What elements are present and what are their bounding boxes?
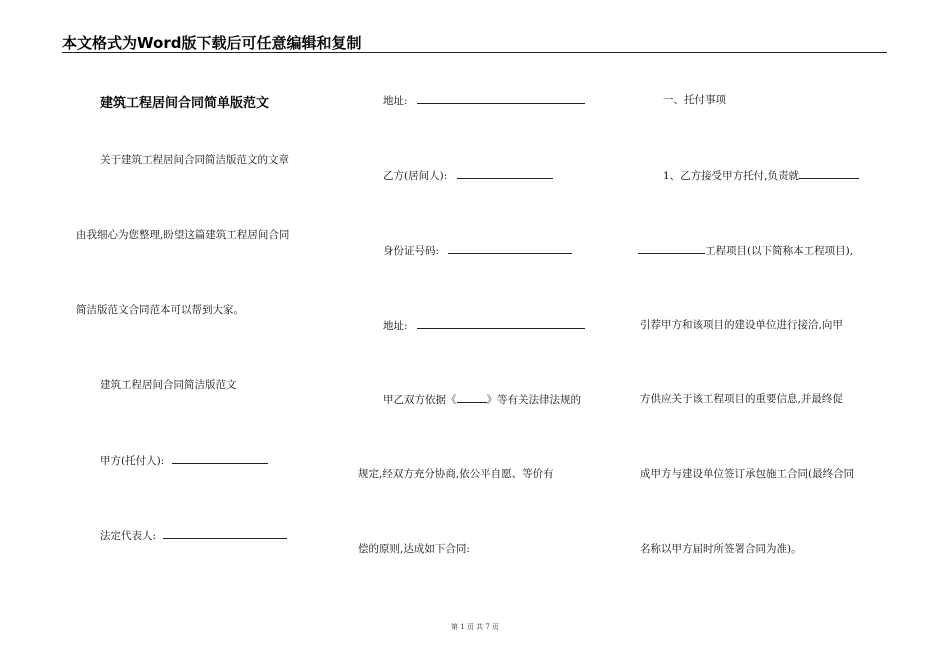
party-a-label: 甲方(托付人): [100, 455, 165, 467]
id-number-label: 身份证号码: [383, 245, 440, 257]
address-row-2 [383, 318, 585, 333]
address-label-2: 地址: [383, 320, 408, 332]
item-1-line-2-text: 工程项目(以下简称本工程项目), [705, 245, 854, 257]
legal-basis-line-3: 偿的原则,达成如下合同: [358, 543, 470, 555]
legal-rep-blank [163, 528, 287, 539]
legal-basis-prefix: 甲乙双方依据《 [383, 394, 457, 406]
section-heading-1: 一、托付事项 [663, 94, 726, 106]
item-1-line-6: 名称以甲方届时所签署合同为准)。 [640, 543, 802, 555]
party-a-blank [172, 453, 268, 464]
id-number-row [383, 243, 572, 258]
item-1-line-5: 成甲方与建设单位签订承包施工合同(最终合同 [640, 468, 855, 480]
legal-basis-line-1 [383, 392, 581, 407]
intro-line-1: 关于建筑工程居间合同简洁版范文的文章 [100, 154, 289, 166]
project-name-blank-1 [799, 168, 859, 179]
intro-line-2: 由我细心为您整理,盼望这篇建筑工程居间合同 [76, 229, 290, 241]
address-blank-1 [417, 93, 585, 104]
party-b-label: 乙方(居间人): [383, 170, 448, 182]
party-a-row [100, 453, 268, 468]
legal-rep-row [100, 528, 287, 543]
item-1-line-3: 引荐甲方和该项目的建设单位进行接洽,向甲 [640, 319, 843, 331]
address-label-1: 地址: [383, 95, 408, 107]
legal-basis-line-2: 规定,经双方充分协商,依公平自愿、等价有 [358, 468, 554, 480]
intro-line-3: 简洁版范文合同范本可以帮到大家。 [76, 304, 244, 316]
item-1-line-4: 方供应关于该工程项目的重要信息,并最终促 [640, 393, 843, 405]
party-b-row [383, 168, 553, 183]
id-number-blank [448, 243, 572, 254]
item-1-prefix: 1、乙方接受甲方托付,负责就 [663, 170, 800, 182]
page-header-title: 本文格式为Word版下载后可任意编辑和复制 [62, 34, 362, 52]
party-b-blank [457, 168, 553, 179]
legal-rep-label: 法定代表人: [100, 530, 157, 542]
law-name-blank [457, 392, 487, 403]
legal-basis-suffix: 》等有关法律法规的 [486, 394, 581, 406]
item-1-line-2 [638, 243, 853, 258]
project-name-blank-2 [638, 243, 705, 254]
document-title: 建筑工程居间合同简单版范文 [100, 96, 270, 111]
item-1-line-1 [663, 168, 859, 183]
contract-subtitle: 建筑工程居间合同简洁版范文 [100, 379, 237, 391]
address-row-1 [383, 93, 585, 108]
page-number-footer: 第 1 页 共 7 页 [450, 623, 500, 631]
address-blank-2 [417, 318, 585, 329]
header-divider [62, 52, 887, 53]
